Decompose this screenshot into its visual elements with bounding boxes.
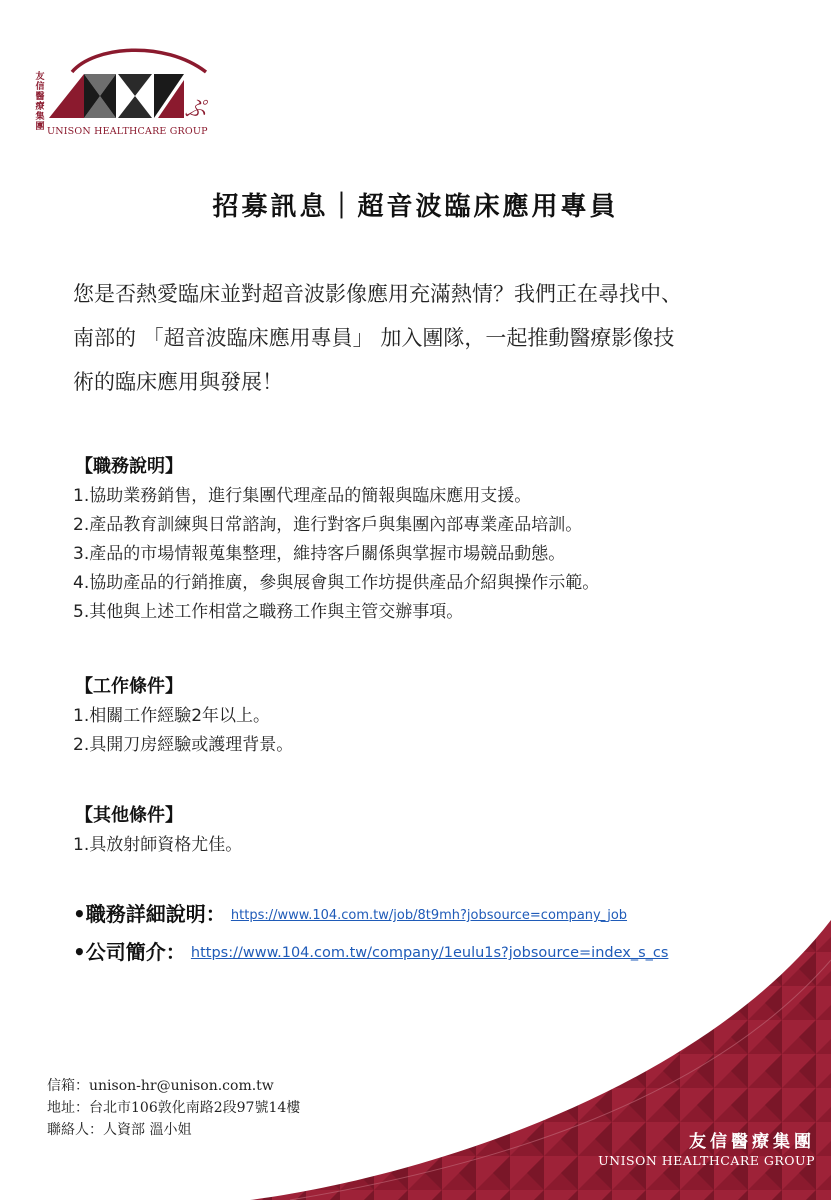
intro-line: 術的臨床應用與發展！ [73,370,283,394]
job-detail-label: •職務詳細說明： [73,902,226,926]
contact-address: 地址：台北市106敦化南路2段97號14樓 [47,1100,301,1116]
company-intro-link[interactable]: https://www.104.com.tw/company/1eulu1s?jobsource=index_s_cs [190,945,669,961]
list-item: 1.具放射師資格尤佳。 [73,835,243,855]
section-heading: 【職務說明】 [75,456,183,477]
contact-person: 聯絡人：人資部 溫小姐 [47,1122,192,1138]
section-heading: 【其他條件】 [75,805,183,826]
page-title: 招募訊息｜超音波臨床應用專員 [212,192,619,222]
list-item: 2.具開刀房經驗或護理背景。 [73,735,294,755]
logo-vertical-chinese: 友 信 醫 療 集 團 [35,72,45,132]
list-item: 5.其他與上述工作相當之職務工作與主管交辦事項。 [73,602,464,622]
list-item: 4.協助產品的行銷推廣，參與展會與工作坊提供產品介紹與操作示範。 [73,573,600,593]
section-heading: 【工作條件】 [75,676,183,697]
company-intro-label: •公司簡介： [73,940,186,964]
intro-line: 南部的 「超音波臨床應用專員」 加入團隊，一起推動醫療影像技 [73,326,675,350]
svg-text:ぷ: ぷ [184,97,207,122]
footer-english-name: UNISON HEALTHCARE GROUP [598,1153,815,1168]
contact-email: 信箱：unison-hr@unison.com.tw [47,1078,274,1094]
footer-chinese-name: 友信醫療集團 [689,1132,815,1152]
logo-english-name: UNISON HEALTHCARE GROUP [47,126,208,137]
job-detail-link[interactable]: https://www.104.com.tw/job/8t9mh?jobsource=company_job [230,908,628,923]
intro-line: 您是否熱愛臨床並對超音波影像應用充滿熱情？我們正在尋找中、 [73,282,682,306]
list-item: 1.協助業務銷售，進行集團代理產品的簡報與臨床應用支援。 [73,486,532,506]
list-item: 2.產品教育訓練與日常諮詢，進行對客戶與集團內部專業產品培訓。 [73,515,583,535]
list-item: 3.產品的市場情報蒐集整理，維持客戶關係與掌握市場競品動態。 [73,544,566,564]
list-item: 1.相關工作經驗2年以上。 [73,706,271,726]
